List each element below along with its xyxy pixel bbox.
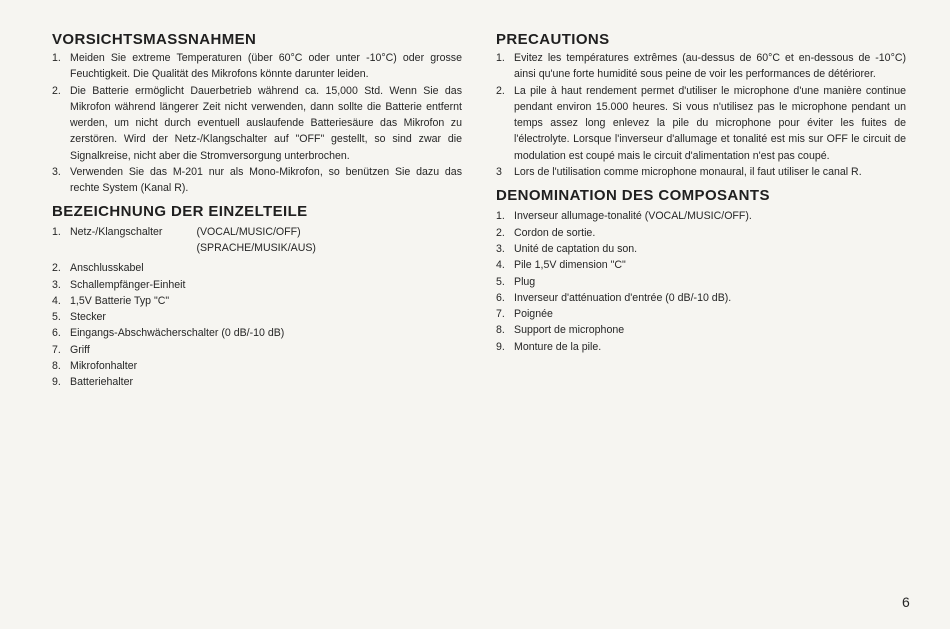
list-item: [52, 374, 462, 390]
list-item: [496, 241, 906, 257]
item-number: 2.: [52, 262, 61, 275]
list-item: [52, 309, 462, 325]
item-text: Unité de captation du son.: [514, 242, 638, 255]
item-text: Poignée: [514, 308, 553, 321]
parts-list-fr: [496, 208, 906, 355]
list-item: [496, 225, 906, 241]
item-text: Schallempfänger-Einheit: [70, 278, 186, 291]
item-text: Stecker: [70, 311, 106, 324]
list-item: [496, 274, 906, 290]
item-text: Evitez les températures extrêmes (au-dessus de 60°C et en-dessous de -10°C) ainsi qu'une forte humidité sous peine de voir les performances de détériorer.: [514, 52, 906, 81]
item-number: 1.: [496, 52, 505, 64]
item-number: 7.: [496, 308, 505, 321]
item-text: 1,5V Batterie Typ "C": [70, 294, 170, 307]
item-text: Lors de l'utilisation comme microphone monaural, il faut utiliser le canal R.: [514, 166, 862, 179]
item-number: 9.: [496, 340, 505, 353]
item-number: 4.: [496, 259, 505, 272]
page-number: 6: [902, 594, 910, 610]
switch-options-de: (SPRACHE/MUSIK/AUS): [196, 241, 316, 254]
item-text: Pile 1,5V dimension "C": [514, 259, 626, 272]
list-item: [52, 224, 462, 257]
item-text: Die Batterie ermöglicht Dauerbetrieb während ca. 15,000 Std. Wenn Sie das Mikrofon während längerer Zeit nicht verwenden, dann sollte die Batterie entfernt werden, um nicht durch eventuell auslaufende Batteriesäure das Mikrofon zu zerstören. Wird der Netz-/Klangschalter auf "OFF" gestellt, so sind zwar die Signalkreise, nicht aber die Stromversorgung unterbrochen.: [70, 84, 462, 162]
list-item: [52, 260, 462, 276]
item-number: 3: [496, 166, 502, 179]
list-item: [496, 339, 906, 355]
item-text: Monture de la pile.: [514, 340, 602, 353]
item-number: 1.: [496, 210, 505, 223]
list-item: [496, 290, 906, 306]
precautions-list-de: [52, 50, 462, 197]
item-text: Inverseur d'atténuation d'entrée (0 dB/-10 dB).: [514, 291, 732, 304]
list-item: [52, 358, 462, 374]
french-column: [496, 30, 906, 355]
german-column: [52, 30, 462, 391]
item-text: Eingangs-Abschwächerschalter (0 dB/-10 dB): [70, 327, 285, 340]
item-text: Batteriehalter: [70, 376, 134, 389]
item-number: 9.: [52, 376, 61, 389]
item-text: Mikrofonhalter: [70, 360, 138, 373]
item-number: 2.: [496, 84, 505, 97]
list-item: [52, 342, 462, 358]
item-number: 8.: [496, 324, 505, 337]
item-number: 2.: [496, 226, 505, 239]
item-text: Cordon de sortie.: [514, 226, 596, 239]
item-text: Plug: [514, 275, 536, 288]
list-item: [496, 208, 906, 224]
switch-options: (VOCAL/MUSIC/OFF): [196, 225, 301, 238]
item-text: Anschlusskabel: [70, 262, 144, 275]
list-item: [496, 83, 906, 164]
item-number: 1.: [52, 225, 61, 238]
item-text: Inverseur allumage-tonalité (VOCAL/MUSIC/OFF).: [514, 210, 752, 223]
item-number: 6.: [52, 327, 61, 340]
list-item: [496, 322, 906, 338]
precautions-heading-de: VORSICHTSMASSNAHMEN: [52, 31, 257, 48]
list-item: [52, 325, 462, 341]
parts-heading-fr: DENOMINATION DES COMPOSANTS: [496, 187, 770, 205]
list-item: [52, 164, 462, 197]
parts-heading-de: BEZEICHNUNG DER EINZELTEILE: [52, 202, 308, 220]
list-item: [52, 293, 462, 309]
item-number: 5.: [52, 311, 61, 324]
item-text: La pile à haut rendement permet d'utiliser le microphone d'une manière continue pendant environ 15.000 heures. Si vous n'utilisez pas le microphone pendant un temps assez long enlevez la pile du microphone pour éviter les fuites de l'électrolyte. Lorsque l'inverseur d'allumage et tonalité est mis sur OFF le circuit de modulation est coupé mais le circuit d'alimentation n'est pas coupé.: [514, 84, 906, 162]
list-item: [52, 83, 462, 164]
list-item: [496, 257, 906, 273]
precautions-heading-fr: PRECAUTIONS: [496, 31, 610, 48]
parts-list-de: [52, 224, 462, 391]
item-number: 5.: [496, 275, 505, 288]
item-text: Support de microphone: [514, 324, 625, 337]
precautions-list-fr: [496, 50, 906, 180]
list-item: [496, 164, 906, 180]
item-text: Meiden Sie extreme Temperaturen (über 60°C oder unter -10°C) oder grosse Feuchtigkeit. Die Qualität des Mikrofons könnte darunter leiden.: [70, 52, 462, 81]
item-number: 6.: [496, 291, 505, 304]
item-number: 7.: [52, 343, 61, 356]
list-item: [496, 50, 906, 83]
list-item: [496, 306, 906, 322]
item-number: 3.: [52, 278, 61, 291]
list-item: [52, 50, 462, 83]
item-text: Netz-/Klangschalter: [70, 225, 163, 238]
item-text: Griff: [70, 343, 90, 356]
item-number: 3.: [496, 242, 505, 255]
item-number: 3.: [52, 166, 61, 179]
list-item: [52, 277, 462, 293]
item-number: 2.: [52, 84, 61, 97]
item-number: 8.: [52, 360, 61, 373]
item-text: Verwenden Sie das M-201 nur als Mono-Mikrofon, so benützen Sie dazu das rechte System (Kanal R).: [70, 166, 462, 195]
item-number: 1.: [52, 52, 61, 64]
item-number: 4.: [52, 294, 61, 307]
